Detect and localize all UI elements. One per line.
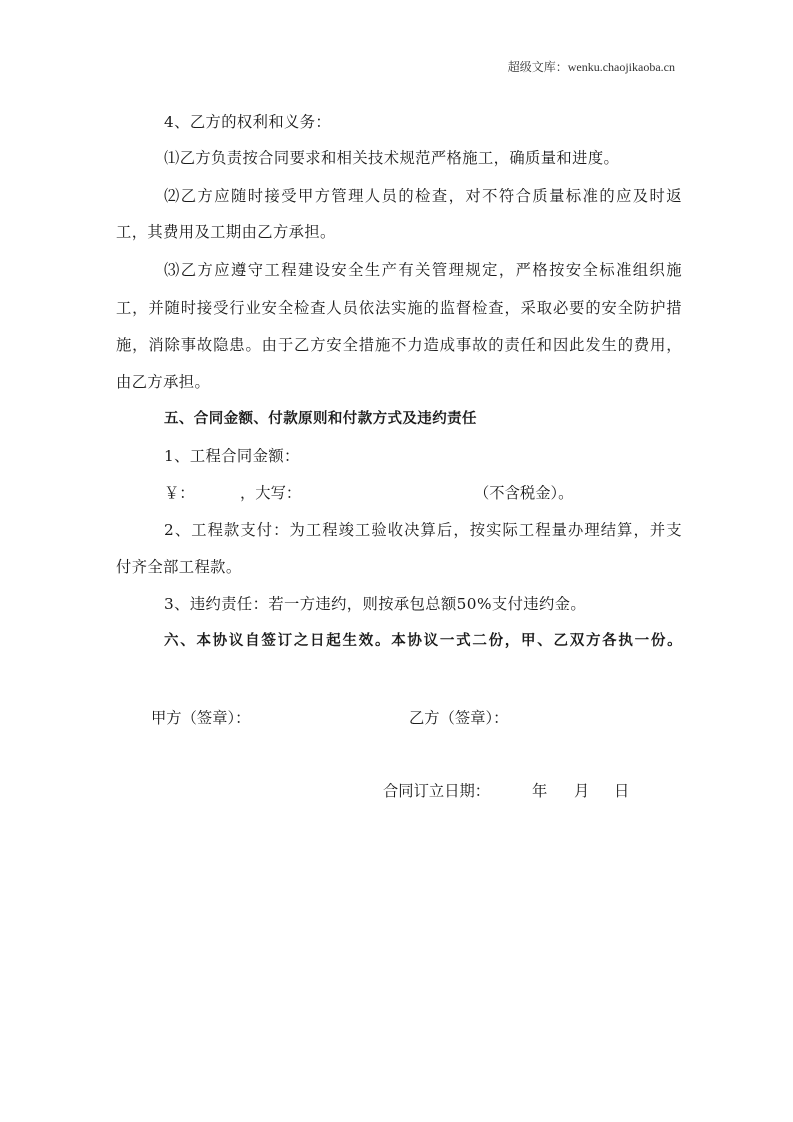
breach-clause: 3、违约责任：若一方违约，则按承包总额50%支付违约金。 bbox=[164, 595, 587, 613]
obligation-item-3-line-4: 由乙方承担。 bbox=[116, 373, 211, 391]
party-b-signature-label: 乙方（签章）： bbox=[409, 709, 509, 727]
section-6-title: 六、本协议自签订之日起生效。本协议一式二份，甲、乙双方各执一份。 bbox=[164, 633, 682, 649]
date-year-label: 年 bbox=[532, 782, 548, 800]
rights-heading: 4、乙方的权利和义务： bbox=[164, 113, 332, 131]
contract-date-label: 合同订立日期： bbox=[383, 782, 491, 800]
watermark-header: 超级文库：wenku.chaojikaoba.cn bbox=[507, 60, 675, 74]
obligation-item-2-line-1: ⑵乙方应随时接受甲方管理人员的检查，对不符合质量标准的应及时返 bbox=[164, 187, 682, 205]
obligation-item-3-line-1: ⑶乙方应遵守工程建设安全生产有关管理规定，严格按安全标准组织施 bbox=[164, 261, 682, 279]
amount-yen-label: ￥： bbox=[164, 484, 195, 502]
date-month-label: 月 bbox=[574, 782, 590, 800]
payment-line-1: 2、工程款支付：为工程竣工验收决算后，按实际工程量办理结算，并支 bbox=[164, 521, 682, 539]
obligation-item-1: ⑴乙方负责按合同要求和相关技术规范严格施工，确质量和进度。 bbox=[164, 149, 620, 167]
section-5-title: 五、合同金额、付款原则和付款方式及违约责任 bbox=[164, 411, 477, 427]
obligation-item-3-line-3: 施，消除事故隐患。由于乙方安全措施不力造成事故的责任和因此发生的费用， bbox=[116, 336, 682, 354]
amount-heading: 1、工程合同金额： bbox=[164, 447, 300, 465]
obligation-item-2-line-2: 工，其费用及工期由乙方承担。 bbox=[116, 223, 336, 241]
party-a-signature-label: 甲方（签章）： bbox=[151, 709, 251, 727]
obligation-item-3-line-2: 工，并随时接受行业安全检查人员依法实施的监督检查，采取必要的安全防护措 bbox=[116, 299, 682, 317]
payment-line-2: 付齐全部工程款。 bbox=[116, 558, 242, 576]
amount-daxie-label: ，大写： bbox=[240, 484, 302, 502]
amount-tax-note: （不含税金）。 bbox=[474, 484, 574, 502]
date-day-label: 日 bbox=[614, 782, 630, 800]
